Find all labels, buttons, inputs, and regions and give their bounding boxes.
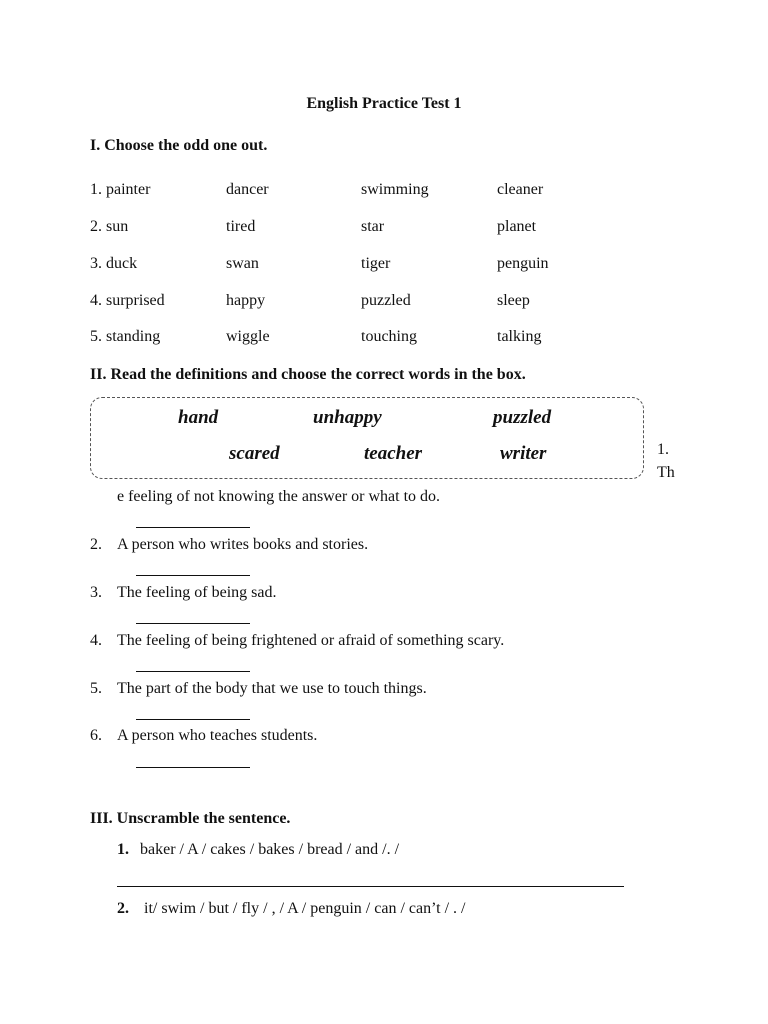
answer-blank[interactable]: [136, 575, 250, 576]
box-word: scared: [229, 443, 280, 464]
word-cell: swan: [226, 255, 259, 272]
definition-text: A person who teaches students.: [117, 727, 318, 744]
section-2-heading: II. Read the definitions and choose the correct words in the box.: [90, 366, 526, 383]
box-word: hand: [178, 407, 219, 428]
box-word: puzzled: [493, 407, 552, 428]
word-cell: sleep: [497, 292, 530, 309]
answer-blank[interactable]: [136, 719, 250, 720]
word-cell: wiggle: [226, 328, 270, 345]
word-cell: tired: [226, 218, 256, 235]
scrambled-sentence: it/ swim / but / fly / , / A / penguin / can / can’t / . /: [144, 900, 466, 917]
definition-text: The feeling of being sad.: [117, 584, 277, 601]
section-3-heading: III. Unscramble the sentence.: [90, 810, 291, 827]
word-cell: talking: [497, 328, 542, 345]
answer-blank[interactable]: [136, 527, 250, 528]
word-cell: tiger: [361, 255, 391, 272]
answer-blank[interactable]: [136, 623, 250, 624]
definition-text: A person who writes books and stories.: [117, 536, 369, 553]
answer-blank[interactable]: [136, 671, 250, 672]
word-cell: star: [361, 218, 385, 235]
definition-text: The part of the body that we use to touch things.: [117, 680, 427, 697]
definition-text: e feeling of not knowing the answer or what to do.: [117, 488, 441, 505]
box-word: unhappy: [313, 407, 382, 428]
word-cell: 1. painter: [90, 181, 151, 198]
answer-line[interactable]: [117, 886, 624, 887]
word-cell: swimming: [361, 181, 429, 198]
definition-number: 1.: [657, 441, 669, 458]
definition-text-fragment: Th: [657, 464, 675, 481]
section-1-heading: I. Choose the odd one out.: [90, 137, 268, 154]
word-cell: dancer: [226, 181, 269, 198]
word-cell: touching: [361, 328, 417, 345]
box-word: writer: [500, 443, 547, 464]
word-cell: 4. surprised: [90, 292, 165, 309]
sentence-number: 1.: [117, 841, 129, 858]
scrambled-sentence: baker / A / cakes / bakes / bread / and /. /: [140, 841, 400, 858]
definition-number: 5.: [90, 680, 102, 697]
page-title: English Practice Test 1: [306, 95, 462, 112]
word-cell: 5. standing: [90, 328, 161, 345]
definition-text: The feeling of being frightened or afraid of something scary.: [117, 632, 505, 649]
sentence-number: 2.: [117, 900, 129, 917]
definition-number: 6.: [90, 727, 102, 744]
word-box: [90, 397, 644, 479]
word-cell: 2. sun: [90, 218, 129, 235]
word-cell: 3. duck: [90, 255, 138, 272]
definition-number: 3.: [90, 584, 102, 601]
box-word: teacher: [364, 443, 423, 464]
word-cell: happy: [226, 292, 266, 309]
word-cell: penguin: [497, 255, 549, 272]
definition-number: 4.: [90, 632, 102, 649]
word-cell: puzzled: [361, 292, 411, 309]
definition-number: 2.: [90, 536, 102, 553]
answer-blank[interactable]: [136, 767, 250, 768]
word-cell: cleaner: [497, 181, 544, 198]
word-cell: planet: [497, 218, 537, 235]
